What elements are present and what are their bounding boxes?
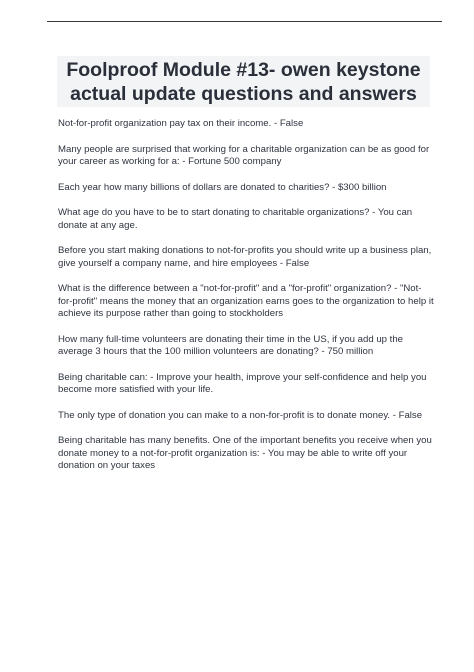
qa-item: The only type of donation you can make to a non-for-profit is to donate money. - False [58, 409, 423, 421]
qa-item: Each year how many billions of dollars are donated to charities? - $300 billion [58, 181, 387, 193]
qa-item: Being charitable can: - Improve your health, improve your self-confidence and help you become more satisfied with your life. [58, 371, 427, 395]
qa-item: What age do you have to be to start donating to charitable organizations? - You can donate at any age. [58, 207, 413, 231]
qa-item: How many full-time volunteers are donating their time in the US, if you add up the average 3 hours that the 100 million volunteers are donating? - 750 million [58, 333, 404, 357]
qa-list [58, 118, 434, 486]
page-title-line-2: actual update questions and answers [70, 83, 417, 105]
header-divider [47, 21, 442, 22]
qa-item: Many people are surprised that working for a charitable organization can be as good for your career as working for a: - Fortune 500 company [58, 143, 430, 167]
qa-item: Before you start making donations to not-for-profits you should write up a business plan, give yourself a company name, and hire employees - False [58, 245, 432, 269]
page-title [57, 58, 430, 106]
qa-item: Not-for-profit organization pay tax on their income. - False [58, 118, 304, 129]
qa-item: Being charitable has many benefits. One of the important benefits you receive when you donate money to a not-for-profit organization is: - You may be able to write off your donation on your taxes [58, 435, 432, 471]
qa-item: What is the difference between a "not-for-profit" and a "for-profit" organization? - "Not-for-profit" means the money that an organization earns goes to the organization to help it achieve its purpose rather than going to stockholders [58, 283, 434, 319]
title-banner [57, 56, 430, 107]
page-title-line-1: Foolproof Module #13- owen keystone [66, 59, 421, 81]
